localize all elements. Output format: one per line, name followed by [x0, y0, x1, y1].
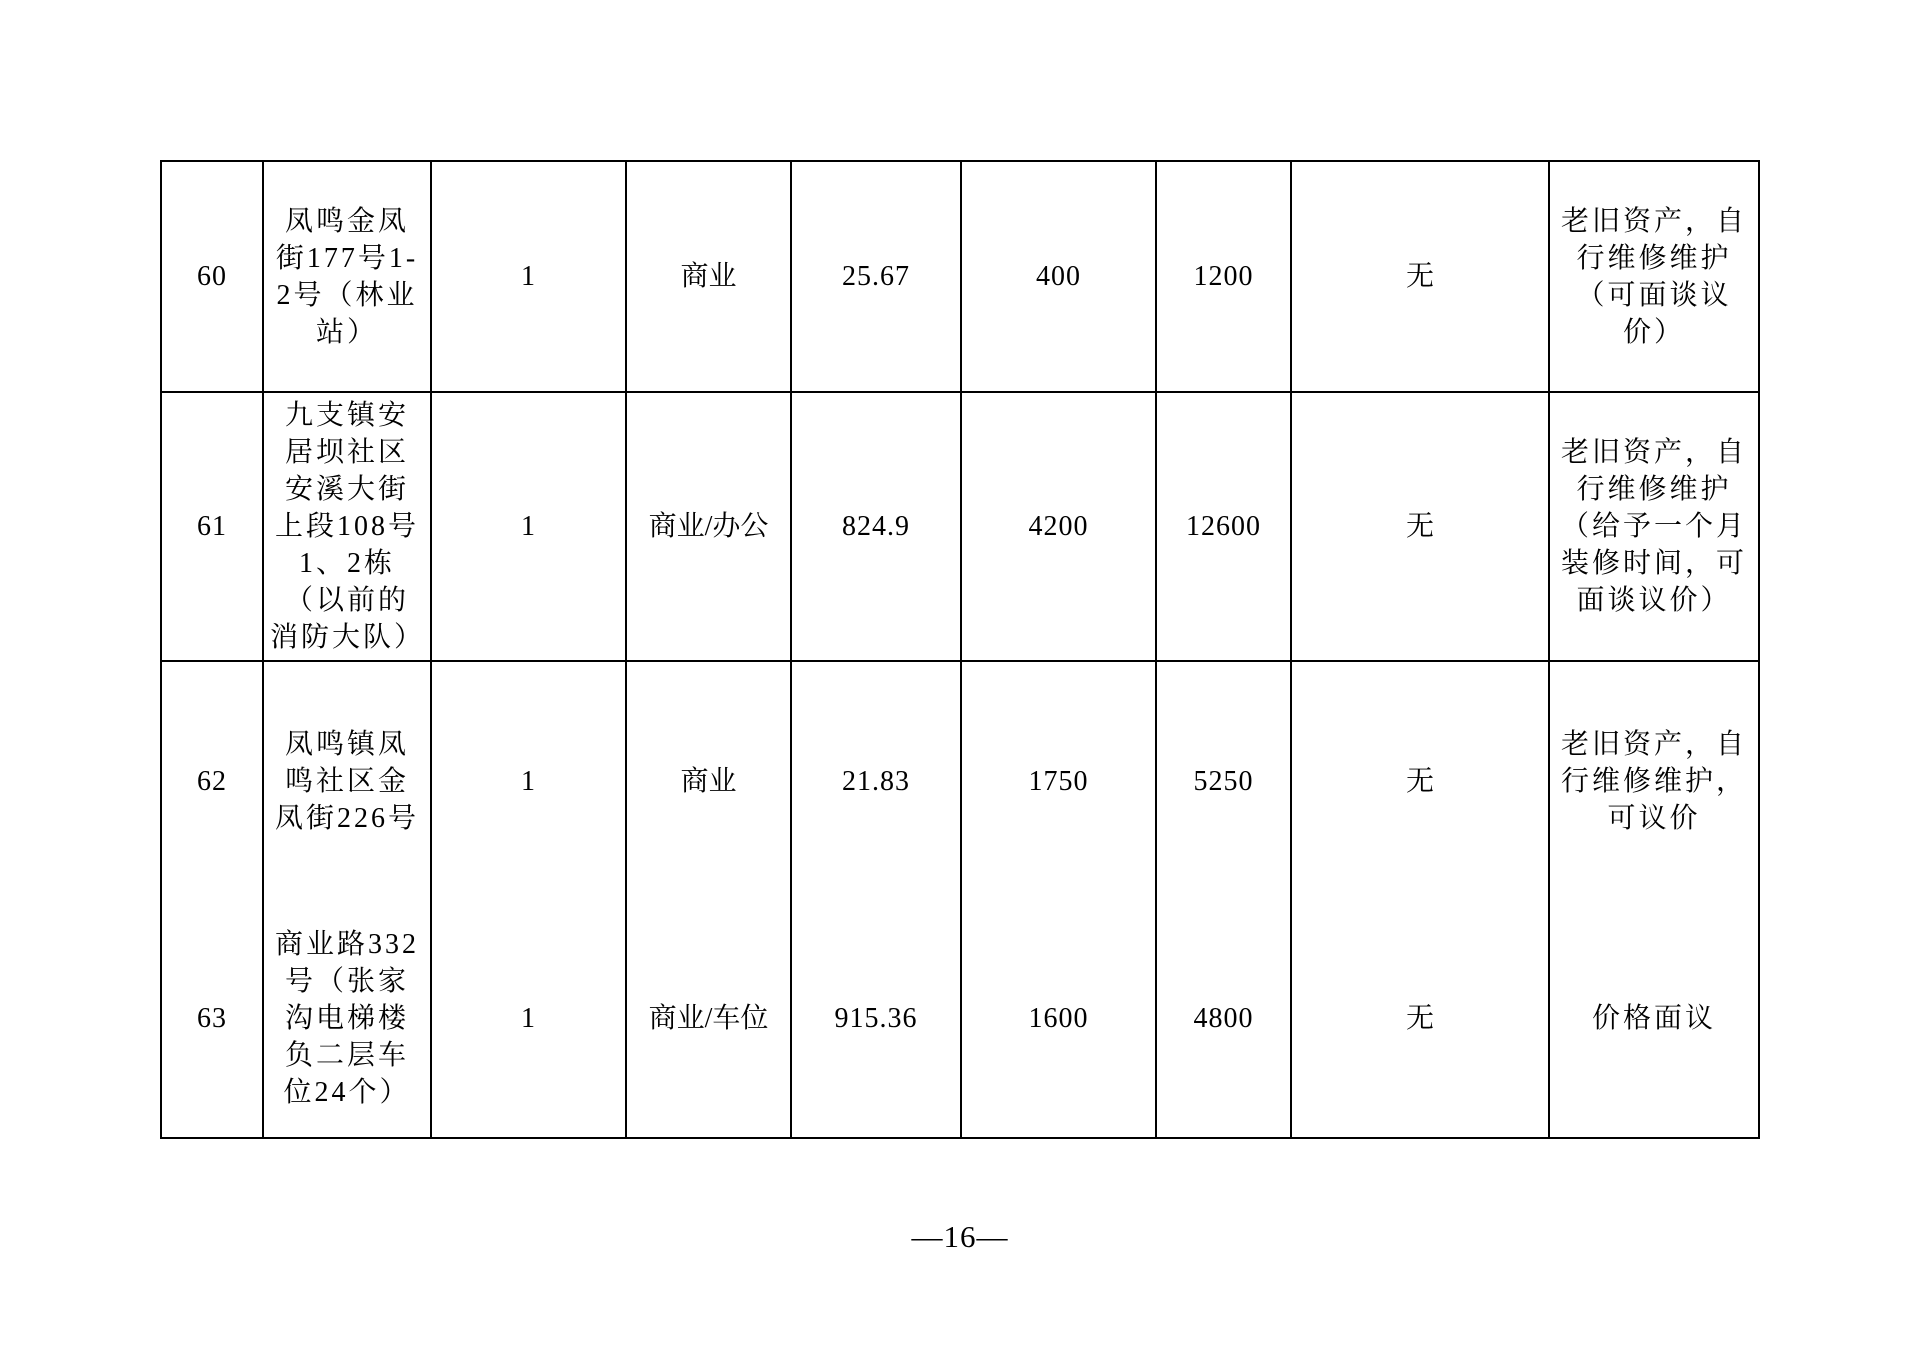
cell-r63-col6: 1600 — [961, 900, 1156, 1138]
cell-r61-col6: 4200 — [961, 392, 1156, 661]
table-row-63 — [161, 900, 1759, 1138]
table-row-62 — [161, 661, 1759, 900]
cell-r62-col5: 21.83 — [791, 661, 961, 900]
page-number: —16— — [911, 1219, 1009, 1254]
cell-r60-col8: 无 — [1291, 161, 1549, 392]
cell-r60-col4: 商业 — [626, 161, 791, 392]
cell-r63-serial: 63 — [161, 900, 263, 1138]
table-row-60 — [161, 161, 1759, 392]
cell-r60-col3: 1 — [431, 161, 626, 392]
cell-r63-col5: 915.36 — [791, 900, 961, 1138]
cell-r63-col3: 1 — [431, 900, 626, 1138]
cell-r61-col4: 商业/办公 — [626, 392, 791, 661]
cell-r63-col7: 4800 — [1156, 900, 1291, 1138]
cell-r62-col7: 5250 — [1156, 661, 1291, 900]
cell-r62-col8: 无 — [1291, 661, 1549, 900]
cell-r61-col7: 12600 — [1156, 392, 1291, 661]
cell-r61-serial: 61 — [161, 392, 263, 661]
cell-r62-address: 凤鸣镇凤鸣社区金凤街226号 — [263, 661, 431, 900]
cell-r61-remark: 老旧资产，自行维修维护（给予一个月装修时间，可面谈议价） — [1549, 392, 1759, 661]
cell-r60-col5: 25.67 — [791, 161, 961, 392]
cell-r62-serial: 62 — [161, 661, 263, 900]
cell-r60-remark: 老旧资产，自行维修维护（可面谈议价） — [1549, 161, 1759, 392]
cell-r60-col7: 1200 — [1156, 161, 1291, 392]
cell-r63-col4: 商业/车位 — [626, 900, 791, 1138]
cell-r60-address: 凤鸣金凤街177号1-2号（林业站） — [263, 161, 431, 392]
cell-r61-col5: 824.9 — [791, 392, 961, 661]
cell-r61-col3: 1 — [431, 392, 626, 661]
cell-r61-col8: 无 — [1291, 392, 1549, 661]
cell-r60-serial: 60 — [161, 161, 263, 392]
cell-r62-remark: 老旧资产，自行维修维护，可议价 — [1549, 661, 1759, 900]
cell-r63-col8: 无 — [1291, 900, 1549, 1138]
cell-r61-address: 九支镇安居坝社区安溪大街上段108号1、2栋（以前的消防大队） — [263, 392, 431, 661]
cell-r63-address: 商业路332号（张家沟电梯楼负二层车位24个） — [263, 900, 431, 1138]
asset-table — [160, 160, 1760, 1139]
cell-r62-col3: 1 — [431, 661, 626, 900]
cell-r60-col6: 400 — [961, 161, 1156, 392]
table-row-61 — [161, 392, 1759, 661]
cell-r62-col4: 商业 — [626, 661, 791, 900]
cell-r63-remark: 价格面议 — [1549, 900, 1759, 1138]
cell-r62-col6: 1750 — [961, 661, 1156, 900]
